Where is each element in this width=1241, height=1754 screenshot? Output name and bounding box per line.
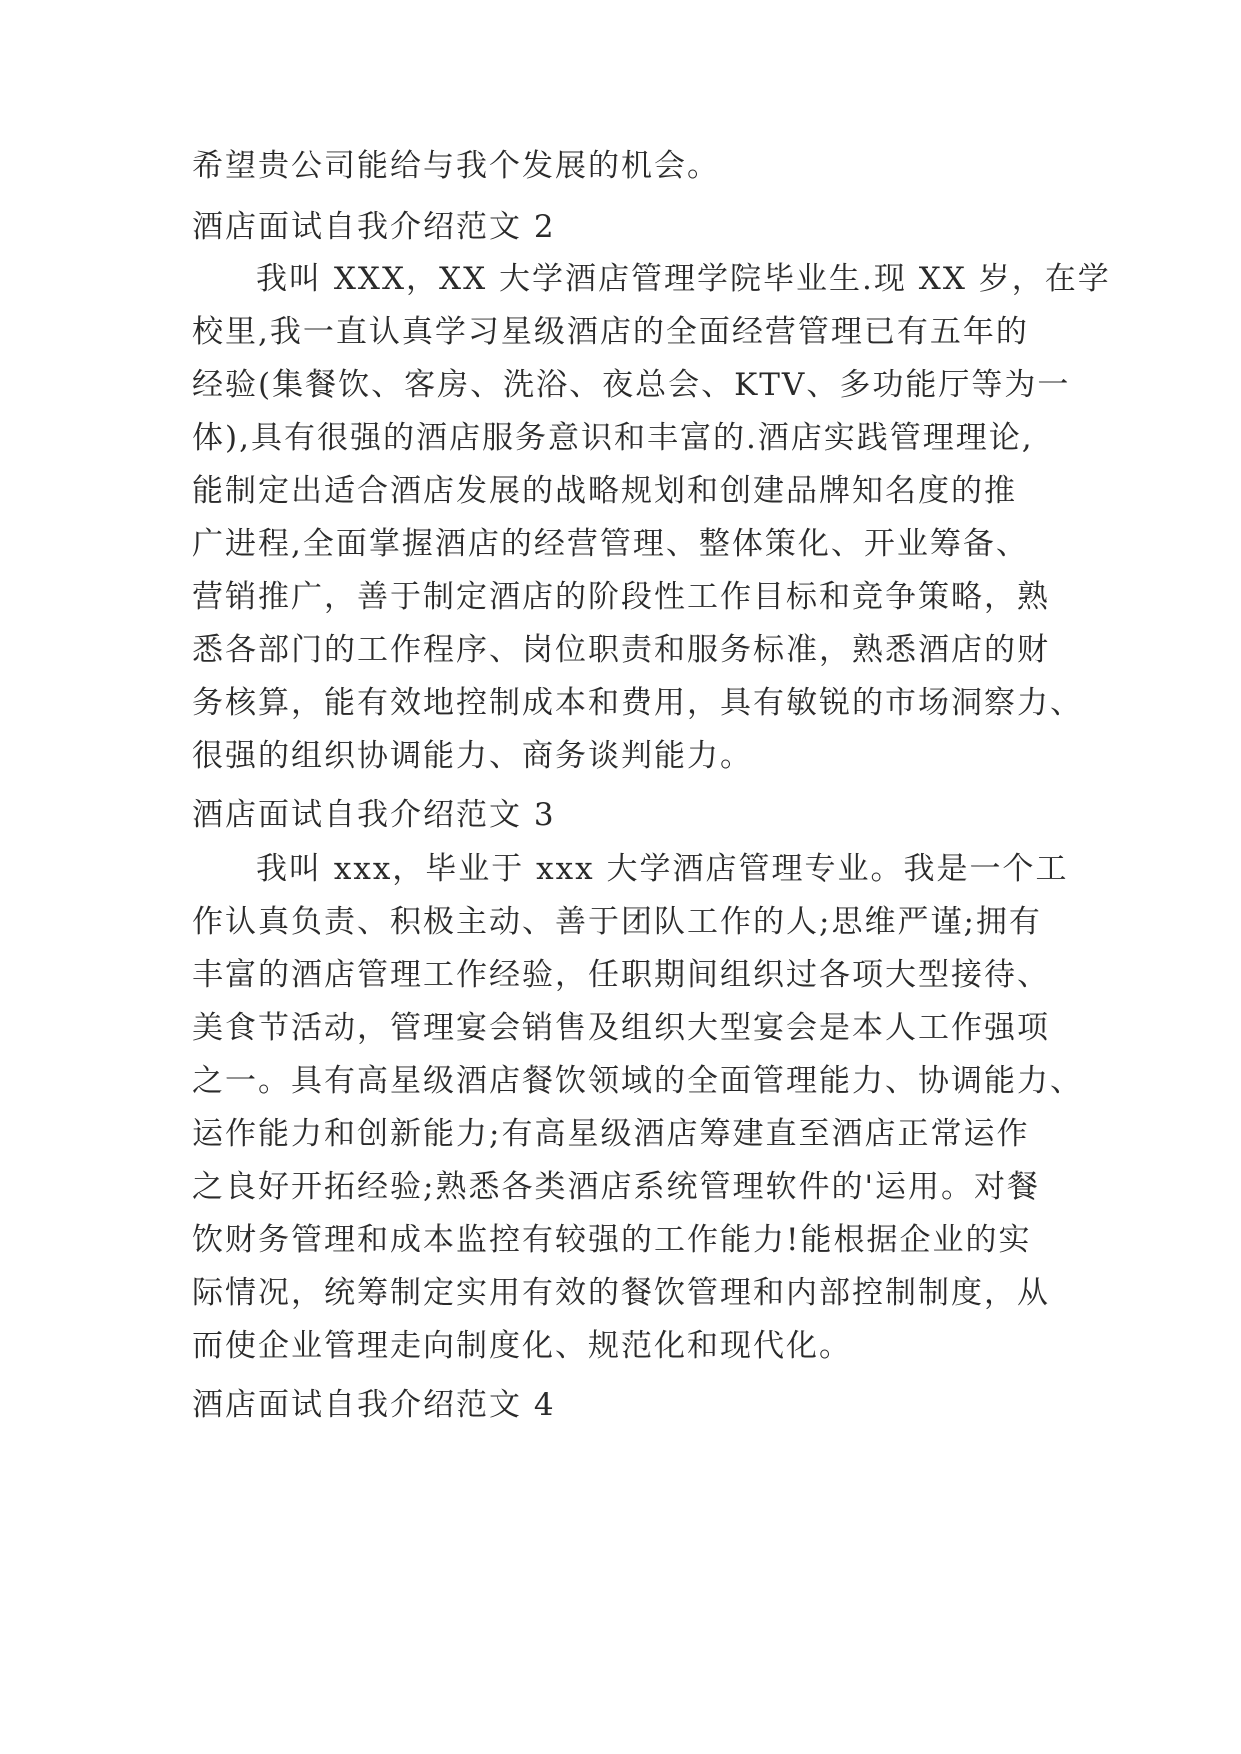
paragraph-line: 体),具有很强的酒店服务意识和丰富的.酒店实践管理理论, (192, 420, 1034, 456)
paragraph-line: 际情况，统筹制定实用有效的餐饮管理和内部控制制度，从 (192, 1275, 1050, 1311)
paragraph-line: 能制定出适合酒店发展的战略规划和创建品牌知名度的推 (192, 473, 1017, 509)
paragraph-line: 而使企业管理走向制度化、规范化和现代化。 (192, 1328, 852, 1364)
paragraph-line: 我叫 XXX，XX 大学酒店管理学院毕业生.现 XX 岁，在学 (256, 261, 1111, 297)
paragraph-line: 广进程,全面掌握酒店的经营管理、整体策化、开业筹备、 (192, 526, 1029, 562)
paragraph-line: 务核算，能有效地控制成本和费用，具有敏锐的市场洞察力、 (192, 685, 1083, 721)
paragraph-line: 校里,我一直认真学习星级酒店的全面经营管理已有五年的 (192, 314, 1029, 350)
closing-sentence: 希望贵公司能给与我个发展的机会。 (192, 148, 720, 184)
paragraph-line: 悉各部门的工作程序、岗位职责和服务标准，熟悉酒店的财 (192, 632, 1050, 668)
section-heading-2: 酒店面试自我介绍范文 2 (192, 209, 556, 245)
paragraph-line: 之良好开拓经验;熟悉各类酒店系统管理软件的'运用。对餐 (192, 1169, 1040, 1205)
paragraph-line: 经验(集餐饮、客房、洗浴、夜总会、KTV、多功能厅等为一 (192, 367, 1071, 403)
section-heading-3: 酒店面试自我介绍范文 3 (192, 797, 556, 833)
paragraph-line: 饮财务管理和成本监控有较强的工作能力!能根据企业的实 (192, 1222, 1032, 1258)
paragraph-line: 营销推广，善于制定酒店的阶段性工作目标和竞争策略，熟 (192, 579, 1050, 615)
paragraph-line: 很强的组织协调能力、商务谈判能力。 (192, 738, 753, 774)
paragraph-line: 运作能力和创新能力;有高星级酒店筹建直至酒店正常运作 (192, 1116, 1030, 1152)
paragraph-line: 作认真负责、积极主动、善于团队工作的人;思维严谨;拥有 (192, 904, 1042, 940)
paragraph-line: 丰富的酒店管理工作经验，任职期间组织过各项大型接待、 (192, 957, 1050, 993)
paragraph-line: 我叫 xxx，毕业于 xxx 大学酒店管理专业。我是一个工 (256, 851, 1069, 887)
paragraph-line: 美食节活动，管理宴会销售及组织大型宴会是本人工作强项 (192, 1010, 1050, 1046)
section-heading-4: 酒店面试自我介绍范文 4 (192, 1387, 556, 1423)
paragraph-line: 之一。具有高星级酒店餐饮领域的全面管理能力、协调能力、 (192, 1063, 1083, 1099)
